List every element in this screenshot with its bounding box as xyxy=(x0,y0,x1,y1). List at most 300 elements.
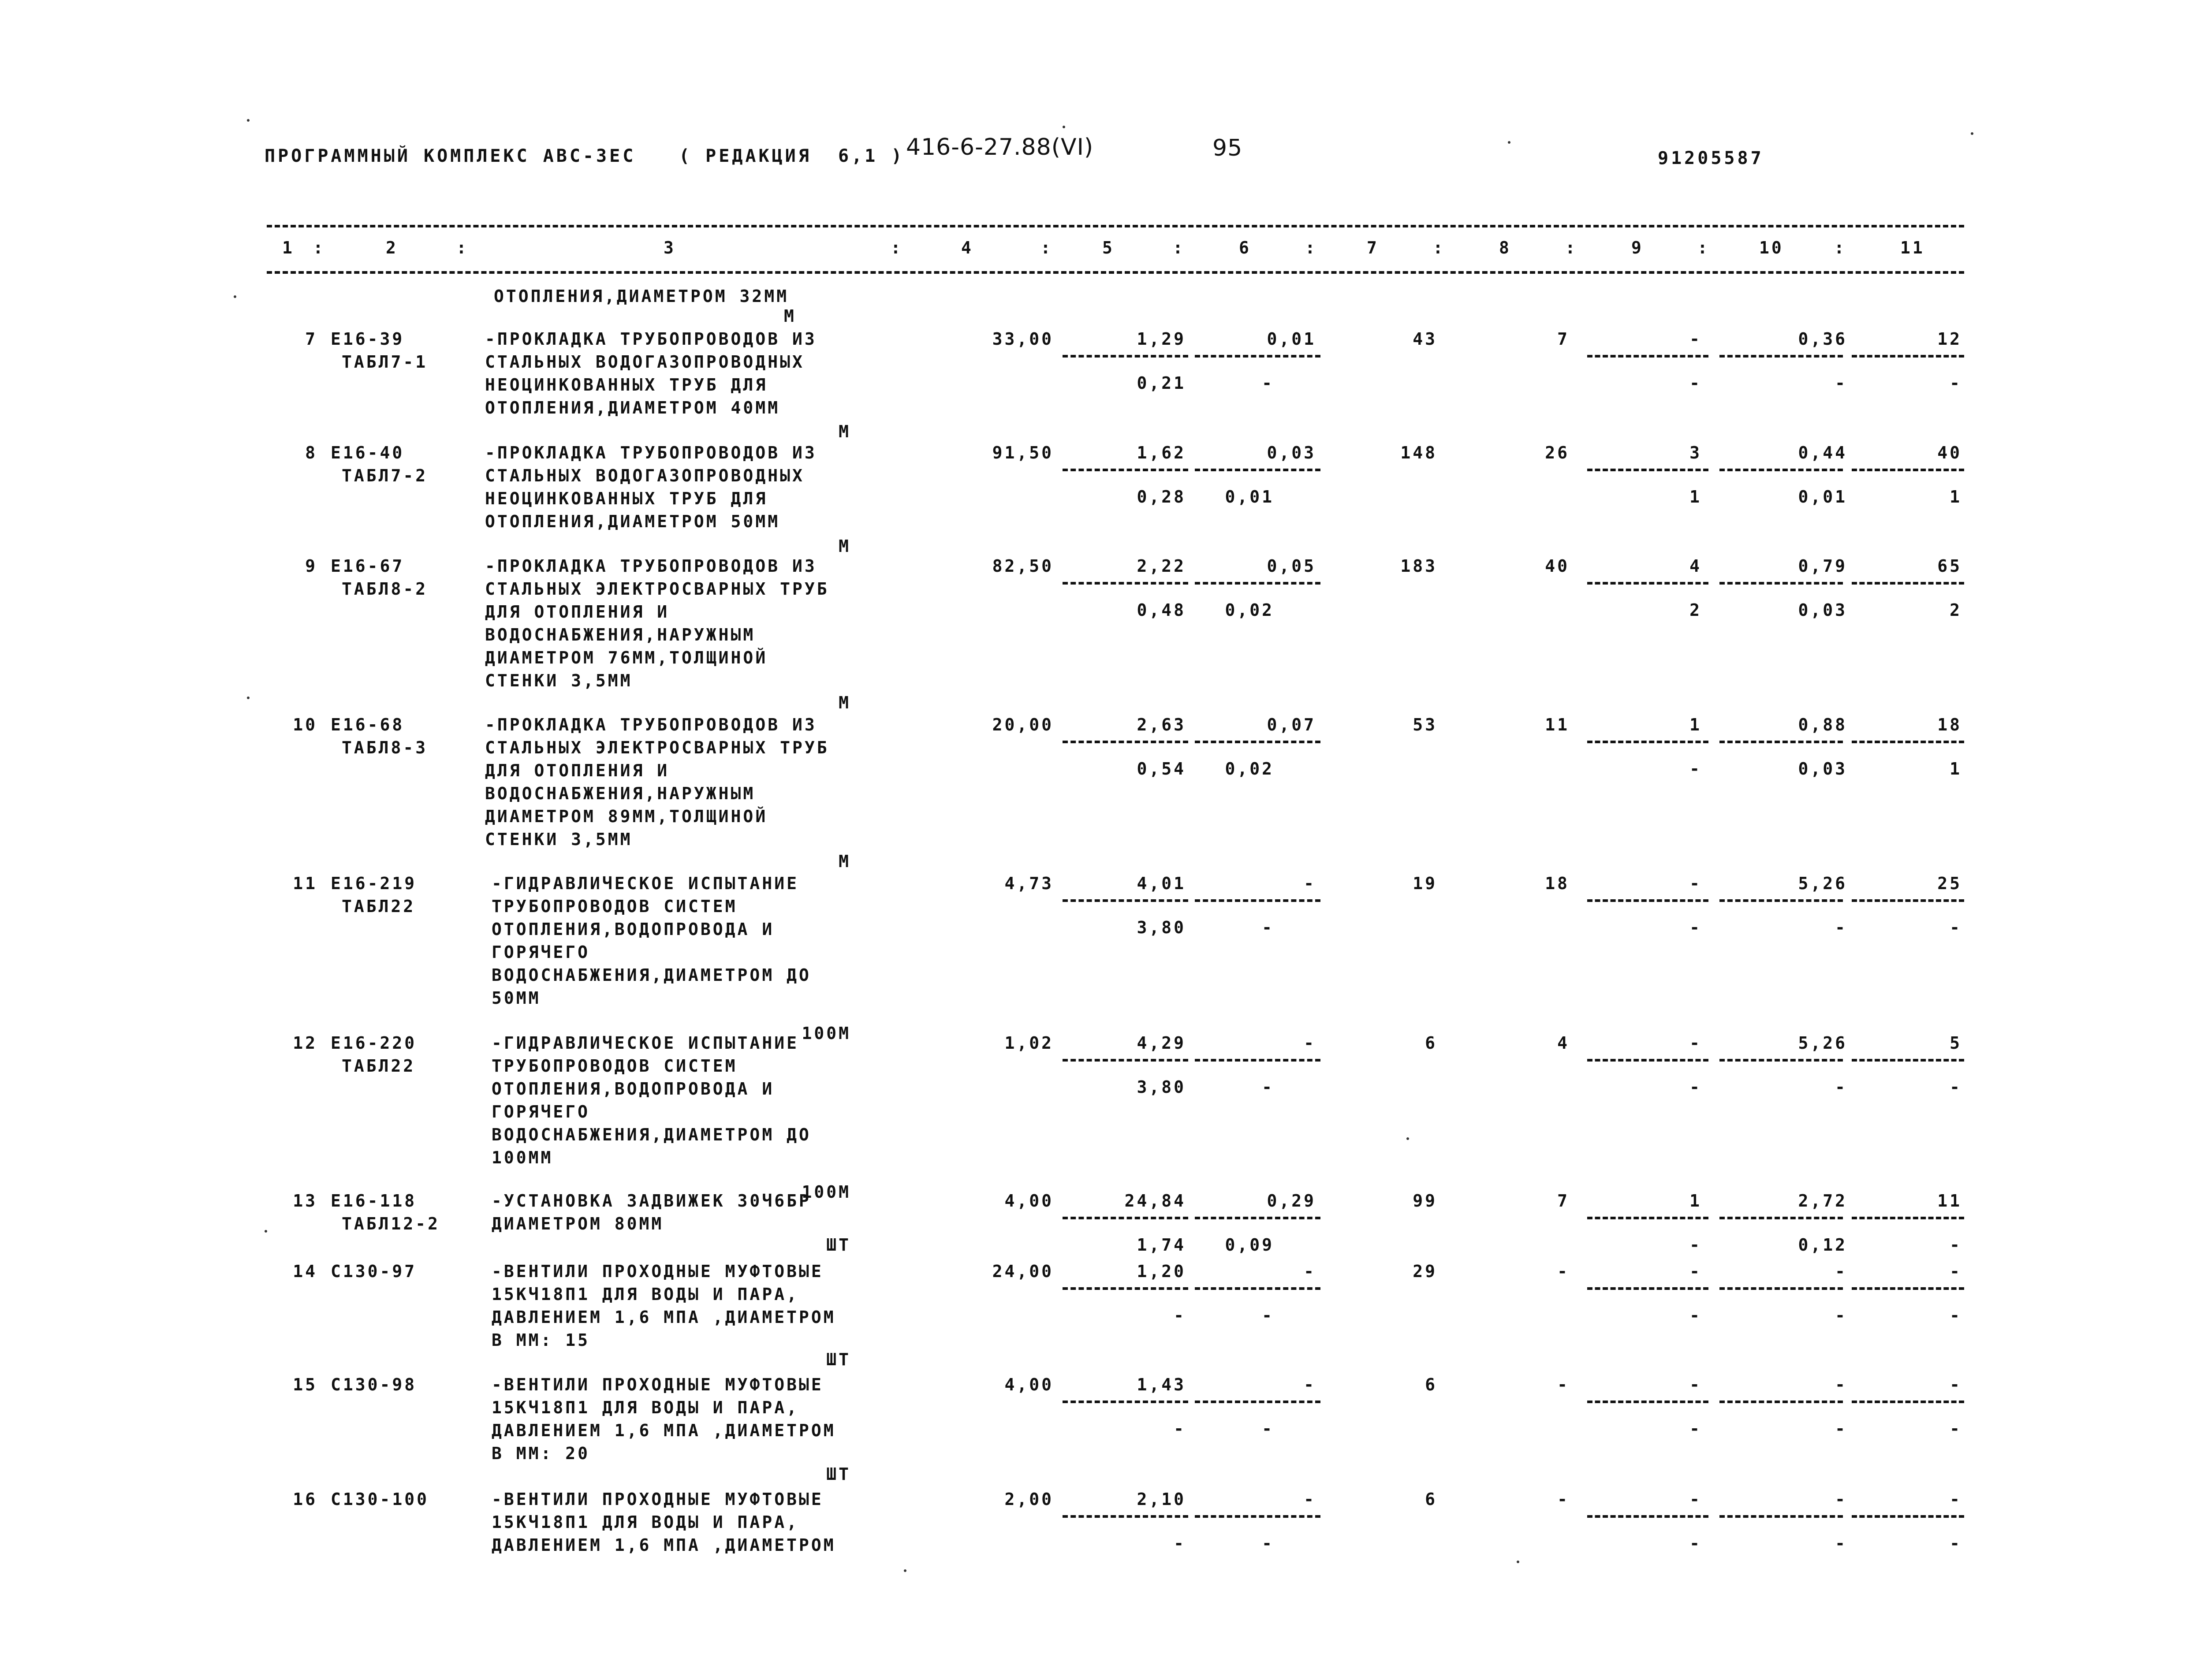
labor-machine-cell: - xyxy=(1689,918,1702,937)
description-line: ОТОПЛЕНИЯ,ДИАМЕТРОМ 40ММ xyxy=(485,398,780,417)
machine-wages-cell: 0,02 xyxy=(1225,600,1274,620)
quantity-cell: 4,00 xyxy=(1004,1375,1054,1394)
wages-total-cell: 40 xyxy=(1545,556,1570,576)
labor-coef-cell: 5,26 xyxy=(1798,874,1847,893)
unit-cost-wages-cell: - xyxy=(1174,1306,1186,1325)
scan-speck xyxy=(1063,126,1065,128)
norm-table: ТАБЛ8-2 xyxy=(342,579,428,599)
labor-total-machine-cell: - xyxy=(1950,1077,1962,1097)
description-line: 15КЧ18П1 ДЛЯ ВОДЫ И ПАРА, xyxy=(492,1512,799,1532)
description-line: В ММ: 15 xyxy=(492,1330,590,1350)
scan-speck xyxy=(1517,1561,1519,1563)
fraction-rule xyxy=(1719,469,1843,471)
description-line: СТАЛЬНЫХ ВОДОГАЗОПРОВОДНЫХ xyxy=(485,466,805,485)
unit-cost-cell: 1,20 xyxy=(1137,1262,1186,1281)
labor-total-cell: 40 xyxy=(1937,443,1962,462)
scan-speck xyxy=(265,1230,267,1233)
description-line: СТАЛЬНЫХ ЭЛЕКТРОСВАРНЫХ ТРУБ xyxy=(485,738,829,757)
total-cost-cell: 19 xyxy=(1413,874,1437,893)
fraction-rule xyxy=(1852,355,1964,358)
fraction-rule xyxy=(1719,1059,1843,1062)
total-cost-cell: 183 xyxy=(1400,556,1437,576)
row-number: 11 xyxy=(293,874,317,893)
description-line: ДАВЛЕНИЕМ 1,6 МПА ,ДИАМЕТРОМ xyxy=(492,1307,836,1327)
row-number: 16 xyxy=(293,1490,317,1509)
continuation-unit: М xyxy=(784,306,796,326)
description-line: ТРУБОПРОВОДОВ СИСТЕМ xyxy=(492,1056,738,1076)
fraction-rule xyxy=(1852,1287,1964,1290)
scan-speck xyxy=(234,295,236,298)
machine-cost-cell: 0,05 xyxy=(1267,556,1316,576)
description-line: НЕОЦИНКОВАННЫХ ТРУБ ДЛЯ xyxy=(485,375,768,395)
fraction-rule xyxy=(1587,1287,1708,1290)
machine-cost-cell: - xyxy=(1304,874,1316,893)
unit-cost-cell: 2,10 xyxy=(1137,1490,1186,1509)
description-line: НЕОЦИНКОВАННЫХ ТРУБ ДЛЯ xyxy=(485,489,768,508)
labor-coef-machine-cell: - xyxy=(1835,1419,1847,1438)
labor-total-machine-cell: - xyxy=(1950,1534,1962,1553)
page-number: 95 xyxy=(1212,135,1243,161)
description-line: ОТОПЛЕНИЯ,ВОДОПРОВОДА И xyxy=(492,1079,775,1099)
total-cost-cell: 29 xyxy=(1413,1262,1437,1281)
labor-coef-cell: - xyxy=(1835,1262,1847,1281)
unit-cost-wages-cell: 0,48 xyxy=(1137,600,1186,620)
wages-total-cell: 7 xyxy=(1557,329,1570,349)
description-line: ДИАМЕТРОМ 80ММ xyxy=(492,1214,664,1233)
col-header-7: 7 xyxy=(1367,238,1379,257)
machine-cost-cell: 0,01 xyxy=(1267,329,1316,349)
row-number: 15 xyxy=(293,1375,317,1394)
fraction-rule xyxy=(1587,582,1708,585)
description-line: СТАЛЬНЫХ ЭЛЕКТРОСВАРНЫХ ТРУБ xyxy=(485,579,829,599)
labor-total-cell: 25 xyxy=(1937,874,1962,893)
col-separator: : xyxy=(456,238,469,257)
col-header-2: 2 xyxy=(386,238,398,257)
description-line: -ГИДРАВЛИЧЕСКОЕ ИСПЫТАНИЕ xyxy=(492,1033,799,1053)
quantity-cell: 4,73 xyxy=(1004,874,1054,893)
labor-total-machine-cell: - xyxy=(1950,918,1962,937)
labor-total-machine-cell: 2 xyxy=(1950,600,1962,620)
machine-wages-cell: - xyxy=(1262,1534,1274,1553)
labor-total-cell: 5 xyxy=(1950,1033,1962,1053)
description-line: ВОДОСНАБЖЕНИЯ,ДИАМЕТРОМ ДО xyxy=(492,1125,811,1144)
labor-machine-cell: - xyxy=(1689,373,1702,393)
unit-cost-wages-cell: 0,28 xyxy=(1137,487,1186,507)
document-code: 91205587 xyxy=(1658,148,1764,168)
norm-code: Е16-118 xyxy=(331,1191,417,1211)
machine-cost-cell: - xyxy=(1304,1375,1316,1394)
description-line: ДЛЯ ОТОПЛЕНИЯ И xyxy=(485,761,670,780)
scan-speck xyxy=(247,119,250,122)
description-line: ДИАМЕТРОМ 76ММ,ТОЛЩИНОЙ xyxy=(485,648,768,667)
machine-cost-cell: - xyxy=(1304,1033,1316,1053)
col-header-3: 3 xyxy=(664,238,676,257)
scan-speck xyxy=(247,697,250,699)
fraction-rule xyxy=(1719,582,1843,585)
fraction-rule xyxy=(1587,1217,1708,1219)
description-line: 15КЧ18П1 ДЛЯ ВОДЫ И ПАРА, xyxy=(492,1398,799,1417)
labor-coef-cell: 0,44 xyxy=(1798,443,1847,462)
norm-code: Е16-220 xyxy=(331,1033,417,1053)
labor-total-cell: - xyxy=(1950,1375,1962,1394)
labor-cell: 1 xyxy=(1689,715,1702,734)
fraction-rule xyxy=(1719,1515,1843,1518)
fraction-rule xyxy=(1852,741,1964,743)
description-line: ОТОПЛЕНИЯ,ВОДОПРОВОДА И xyxy=(492,920,775,939)
fraction-rule xyxy=(1852,899,1964,902)
description-line: -ВЕНТИЛИ ПРОХОДНЫЕ МУФТОВЫЕ xyxy=(492,1262,824,1281)
norm-table: ТАБЛ12-2 xyxy=(342,1214,440,1233)
col-header-8: 8 xyxy=(1499,238,1511,257)
scan-speck xyxy=(1971,132,1973,135)
description-line: ТРУБОПРОВОДОВ СИСТЕМ xyxy=(492,897,738,916)
machine-wages-cell: 0,09 xyxy=(1225,1235,1274,1255)
labor-total-cell: 12 xyxy=(1937,329,1962,349)
total-cost-cell: 6 xyxy=(1425,1375,1437,1394)
machine-wages-cell: - xyxy=(1262,1306,1274,1325)
fraction-rule xyxy=(1719,1217,1843,1219)
fraction-rule xyxy=(1587,469,1708,471)
col-header-6: 6 xyxy=(1239,238,1251,257)
row-number: 7 xyxy=(305,329,317,349)
norm-code: Е16-39 xyxy=(331,329,405,349)
quantity-cell: 4,00 xyxy=(1004,1191,1054,1211)
labor-total-cell: 65 xyxy=(1937,556,1962,576)
wages-total-cell: - xyxy=(1557,1490,1570,1509)
total-cost-cell: 6 xyxy=(1425,1033,1437,1053)
norm-table: ТАБЛ7-1 xyxy=(342,352,428,372)
fraction-rule xyxy=(1587,1515,1708,1518)
fraction-rule xyxy=(1063,355,1188,358)
scan-speck xyxy=(904,1569,906,1572)
wages-total-cell: - xyxy=(1557,1375,1570,1394)
quantity-cell: 91,50 xyxy=(992,443,1054,462)
col-separator: : xyxy=(313,238,325,257)
scan-speck xyxy=(1508,141,1510,144)
labor-coef-cell: 0,79 xyxy=(1798,556,1847,576)
unit-label: ШТ xyxy=(826,1235,851,1255)
machine-cost-cell: 0,29 xyxy=(1267,1191,1316,1211)
header-top-rule xyxy=(267,225,1964,227)
labor-coef-machine-cell: 0,03 xyxy=(1798,759,1847,779)
description-line: 15КЧ18П1 ДЛЯ ВОДЫ И ПАРА, xyxy=(492,1285,799,1304)
description-line: ВОДОСНАБЖЕНИЯ,НАРУЖНЫМ xyxy=(485,784,756,803)
labor-machine-cell: - xyxy=(1689,1077,1702,1097)
fraction-rule xyxy=(1195,1401,1320,1403)
machine-cost-cell: 0,03 xyxy=(1267,443,1316,462)
labor-coef-cell: 0,36 xyxy=(1798,329,1847,349)
fraction-rule xyxy=(1587,1059,1708,1062)
description-line: -ПРОКЛАДКА ТРУБОПРОВОДОВ ИЗ xyxy=(485,556,817,576)
fraction-rule xyxy=(1719,741,1843,743)
labor-cell: - xyxy=(1689,1262,1702,1281)
unit-cost-cell: 1,29 xyxy=(1137,329,1186,349)
description-line: ОТОПЛЕНИЯ,ДИАМЕТРОМ 50ММ xyxy=(485,512,780,531)
unit-cost-cell: 1,62 xyxy=(1137,443,1186,462)
col-header-11: 11 xyxy=(1900,238,1925,257)
wages-total-cell: 11 xyxy=(1545,715,1570,734)
labor-coef-machine-cell: 0,12 xyxy=(1798,1235,1847,1255)
labor-coef-machine-cell: - xyxy=(1835,1306,1847,1325)
fraction-rule xyxy=(1063,582,1188,585)
fraction-rule xyxy=(1587,899,1708,902)
norm-code: С130-97 xyxy=(331,1262,417,1281)
labor-total-cell: - xyxy=(1950,1262,1962,1281)
wages-total-cell: 18 xyxy=(1545,874,1570,893)
labor-coef-machine-cell: 0,01 xyxy=(1798,487,1847,507)
description-line: ДЛЯ ОТОПЛЕНИЯ И xyxy=(485,602,670,622)
labor-coef-cell: - xyxy=(1835,1490,1847,1509)
fraction-rule xyxy=(1719,899,1843,902)
description-line: ГОРЯЧЕГО xyxy=(492,1102,590,1121)
norm-code: Е16-40 xyxy=(331,443,405,462)
unit-label: М xyxy=(839,693,851,712)
labor-machine-cell: - xyxy=(1689,1534,1702,1553)
unit-label: ШТ xyxy=(826,1350,851,1369)
row-number: 9 xyxy=(305,556,317,576)
fraction-rule xyxy=(1195,1515,1320,1518)
labor-cell: 4 xyxy=(1689,556,1702,576)
description-line: -ВЕНТИЛИ ПРОХОДНЫЕ МУФТОВЫЕ xyxy=(492,1490,824,1509)
total-cost-cell: 99 xyxy=(1413,1191,1437,1211)
labor-coef-machine-cell: - xyxy=(1835,1534,1847,1553)
labor-cell: - xyxy=(1689,1375,1702,1394)
labor-total-machine-cell: 1 xyxy=(1950,759,1962,779)
unit-label: М xyxy=(839,422,851,441)
fraction-rule xyxy=(1719,1287,1843,1290)
labor-coef-machine-cell: - xyxy=(1835,373,1847,393)
unit-label: М xyxy=(839,852,851,871)
description-line: ВОДОСНАБЖЕНИЯ,НАРУЖНЫМ xyxy=(485,625,756,644)
col-header-1: 1 xyxy=(282,238,295,257)
labor-coef-cell: 0,88 xyxy=(1798,715,1847,734)
norm-code: Е16-68 xyxy=(331,715,405,734)
labor-total-machine-cell: - xyxy=(1950,1419,1962,1438)
norm-code: С130-98 xyxy=(331,1375,417,1394)
edition-label: ( РЕДАКЦИЯ 6,1 ) xyxy=(679,146,905,166)
project-number: 416-6-27.88(VI) xyxy=(906,134,1094,160)
fraction-rule xyxy=(1195,1059,1320,1062)
fraction-rule xyxy=(1063,469,1188,471)
row-number: 14 xyxy=(293,1262,317,1281)
row-number: 8 xyxy=(305,443,317,462)
fraction-rule xyxy=(1852,469,1964,471)
norm-code: С130-100 xyxy=(331,1490,429,1509)
unit-label: ШТ xyxy=(826,1464,851,1484)
unit-cost-wages-cell: 0,54 xyxy=(1137,759,1186,779)
unit-label: М xyxy=(839,536,851,556)
machine-wages-cell: 0,01 xyxy=(1225,487,1274,507)
fraction-rule xyxy=(1852,1059,1964,1062)
col-separator: : xyxy=(1040,238,1053,257)
fraction-rule xyxy=(1195,582,1320,585)
col-separator: : xyxy=(891,238,903,257)
fraction-rule xyxy=(1852,582,1964,585)
fraction-rule xyxy=(1195,899,1320,902)
fraction-rule xyxy=(1063,899,1188,902)
unit-cost-cell: 2,63 xyxy=(1137,715,1186,734)
col-separator: : xyxy=(1173,238,1185,257)
description-line: ГОРЯЧЕГО xyxy=(492,942,590,962)
machine-wages-cell: - xyxy=(1262,1077,1274,1097)
description-line: ДАВЛЕНИЕМ 1,6 МПА ,ДИАМЕТРОМ xyxy=(492,1421,836,1440)
labor-total-machine-cell: - xyxy=(1950,1235,1962,1255)
description-line: СТЕНКИ 3,5ММ xyxy=(485,671,633,690)
fraction-rule xyxy=(1063,1401,1188,1403)
unit-cost-cell: 4,29 xyxy=(1137,1033,1186,1053)
fraction-rule xyxy=(1063,1515,1188,1518)
fraction-rule xyxy=(1587,741,1708,743)
fraction-rule xyxy=(1195,355,1320,358)
labor-total-cell: 11 xyxy=(1937,1191,1962,1211)
col-header-10: 10 xyxy=(1759,238,1784,257)
description-line: -УСТАНОВКА ЗАДВИЖЕК 30Ч6БР xyxy=(492,1191,811,1211)
continuation-text: ОТОПЛЕНИЯ,ДИАМЕТРОМ 32ММ xyxy=(494,287,789,306)
fraction-rule xyxy=(1195,1287,1320,1290)
total-cost-cell: 148 xyxy=(1400,443,1437,462)
program-title: ПРОГРАММНЫЙ КОМПЛЕКС АВС-3ЕС xyxy=(265,146,636,166)
fraction-rule xyxy=(1852,1515,1964,1518)
description-line: -ГИДРАВЛИЧЕСКОЕ ИСПЫТАНИЕ xyxy=(492,874,799,893)
unit-cost-cell: 1,43 xyxy=(1137,1375,1186,1394)
labor-total-cell: - xyxy=(1950,1490,1962,1509)
labor-machine-cell: 2 xyxy=(1689,600,1702,620)
unit-label: 100М xyxy=(802,1024,851,1043)
quantity-cell: 33,00 xyxy=(992,329,1054,349)
labor-coef-machine-cell: 0,03 xyxy=(1798,600,1847,620)
labor-cell: 3 xyxy=(1689,443,1702,462)
labor-coef-cell: 5,26 xyxy=(1798,1033,1847,1053)
unit-cost-wages-cell: - xyxy=(1174,1419,1186,1438)
col-header-4: 4 xyxy=(961,238,973,257)
labor-cell: - xyxy=(1689,1490,1702,1509)
labor-cell: - xyxy=(1689,874,1702,893)
unit-cost-wages-cell: 3,80 xyxy=(1137,918,1186,937)
col-separator: : xyxy=(1565,238,1577,257)
fraction-rule xyxy=(1063,741,1188,743)
unit-cost-wages-cell: 0,21 xyxy=(1137,373,1186,393)
unit-cost-cell: 2,22 xyxy=(1137,556,1186,576)
machine-wages-cell: - xyxy=(1262,918,1274,937)
col-header-5: 5 xyxy=(1102,238,1115,257)
description-line: СТЕНКИ 3,5ММ xyxy=(485,830,633,849)
fraction-rule xyxy=(1587,1401,1708,1403)
description-line: -ПРОКЛАДКА ТРУБОПРОВОДОВ ИЗ xyxy=(485,715,817,734)
fraction-rule xyxy=(1719,355,1843,358)
labor-cell: 1 xyxy=(1689,1191,1702,1211)
machine-cost-cell: - xyxy=(1304,1490,1316,1509)
description-line: В ММ: 20 xyxy=(492,1444,590,1463)
total-cost-cell: 43 xyxy=(1413,329,1437,349)
description-line: 50ММ xyxy=(492,988,541,1008)
total-cost-cell: 53 xyxy=(1413,715,1437,734)
unit-cost-cell: 4,01 xyxy=(1137,874,1186,893)
fraction-rule xyxy=(1063,1059,1188,1062)
machine-cost-cell: 0,07 xyxy=(1267,715,1316,734)
labor-coef-cell: - xyxy=(1835,1375,1847,1394)
col-separator: : xyxy=(1834,238,1846,257)
machine-wages-cell: 0,02 xyxy=(1225,759,1274,779)
labor-machine-cell: - xyxy=(1689,1235,1702,1255)
labor-coef-cell: 2,72 xyxy=(1798,1191,1847,1211)
fraction-rule xyxy=(1587,355,1708,358)
labor-cell: - xyxy=(1689,1033,1702,1053)
wages-total-cell: 26 xyxy=(1545,443,1570,462)
wages-total-cell: 4 xyxy=(1557,1033,1570,1053)
labor-total-machine-cell: 1 xyxy=(1950,487,1962,507)
fraction-rule xyxy=(1195,741,1320,743)
machine-wages-cell: - xyxy=(1262,1419,1274,1438)
labor-machine-cell: - xyxy=(1689,1419,1702,1438)
description-line: -ПРОКЛАДКА ТРУБОПРОВОДОВ ИЗ xyxy=(485,443,817,462)
labor-total-cell: 18 xyxy=(1937,715,1962,734)
wages-total-cell: - xyxy=(1557,1262,1570,1281)
unit-label: 100М xyxy=(802,1182,851,1202)
column-header-row xyxy=(265,237,1962,258)
labor-coef-machine-cell: - xyxy=(1835,918,1847,937)
machine-wages-cell: - xyxy=(1262,373,1274,393)
col-separator: : xyxy=(1433,238,1445,257)
norm-table: ТАБЛ22 xyxy=(342,1056,416,1076)
description-line: ВОДОСНАБЖЕНИЯ,ДИАМЕТРОМ ДО xyxy=(492,965,811,985)
description-line: -ПРОКЛАДКА ТРУБОПРОВОДОВ ИЗ xyxy=(485,329,817,349)
norm-table: ТАБЛ8-3 xyxy=(342,738,428,757)
fraction-rule xyxy=(1195,1217,1320,1219)
row-number: 13 xyxy=(293,1191,317,1211)
scan-speck xyxy=(1406,1137,1409,1140)
description-line: -ВЕНТИЛИ ПРОХОДНЫЕ МУФТОВЫЕ xyxy=(492,1375,824,1394)
unit-cost-wages-cell: - xyxy=(1174,1534,1186,1553)
fraction-rule xyxy=(1852,1217,1964,1219)
fraction-rule xyxy=(1063,1287,1188,1290)
total-cost-cell: 6 xyxy=(1425,1490,1437,1509)
norm-code: Е16-67 xyxy=(331,556,405,576)
labor-cell: - xyxy=(1689,329,1702,349)
quantity-cell: 20,00 xyxy=(992,715,1054,734)
labor-machine-cell: - xyxy=(1689,759,1702,779)
labor-total-machine-cell: - xyxy=(1950,1306,1962,1325)
col-separator: : xyxy=(1305,238,1317,257)
labor-coef-machine-cell: - xyxy=(1835,1077,1847,1097)
norm-code: Е16-219 xyxy=(331,874,417,893)
norm-table: ТАБЛ7-2 xyxy=(342,466,428,485)
description-line: ДИАМЕТРОМ 89ММ,ТОЛЩИНОЙ xyxy=(485,807,768,826)
col-header-9: 9 xyxy=(1631,238,1644,257)
fraction-rule xyxy=(1719,1401,1843,1403)
labor-machine-cell: 1 xyxy=(1689,487,1702,507)
fraction-rule xyxy=(1195,469,1320,471)
wages-total-cell: 7 xyxy=(1557,1191,1570,1211)
col-separator: : xyxy=(1697,238,1710,257)
machine-cost-cell: - xyxy=(1304,1262,1316,1281)
quantity-cell: 82,50 xyxy=(992,556,1054,576)
description-line: ДАВЛЕНИЕМ 1,6 МПА ,ДИАМЕТРОМ xyxy=(492,1535,836,1555)
row-number: 10 xyxy=(293,715,317,734)
unit-cost-wages-cell: 1,74 xyxy=(1137,1235,1186,1255)
quantity-cell: 1,02 xyxy=(1004,1033,1054,1053)
labor-machine-cell: - xyxy=(1689,1306,1702,1325)
header-bottom-rule xyxy=(267,271,1964,274)
fraction-rule xyxy=(1852,1401,1964,1403)
unit-cost-cell: 24,84 xyxy=(1124,1191,1186,1211)
fraction-rule xyxy=(1063,1217,1188,1219)
description-line: 100ММ xyxy=(492,1148,553,1167)
quantity-cell: 24,00 xyxy=(992,1262,1054,1281)
row-number: 12 xyxy=(293,1033,317,1053)
labor-total-machine-cell: - xyxy=(1950,373,1962,393)
description-line: СТАЛЬНЫХ ВОДОГАЗОПРОВОДНЫХ xyxy=(485,352,805,372)
unit-cost-wages-cell: 3,80 xyxy=(1137,1077,1186,1097)
